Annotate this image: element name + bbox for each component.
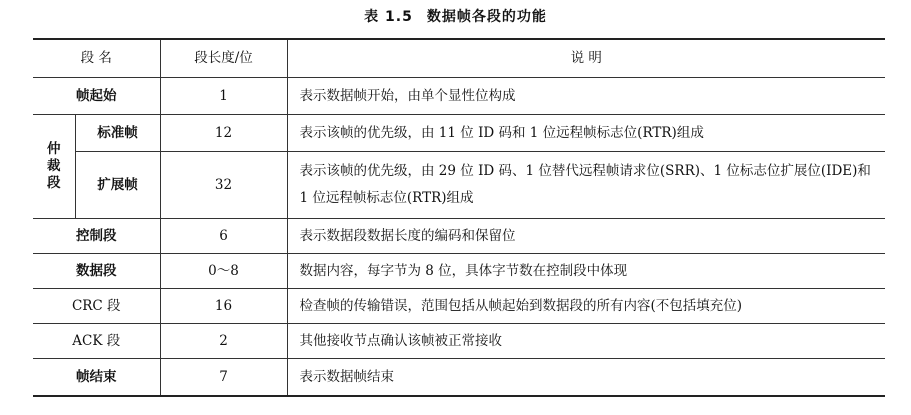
- segment-length: 1: [160, 78, 287, 115]
- table-row: [33, 289, 885, 324]
- header-description: 说 明: [287, 39, 885, 78]
- frame-segment-table: [33, 38, 885, 397]
- header-segment-name: 段 名: [33, 39, 160, 78]
- segment-length: 7: [160, 359, 287, 397]
- segment-description: 表示数据段数据长度的编码和保留位: [287, 219, 885, 254]
- segment-name: 控制段: [33, 219, 160, 254]
- segment-name: 标准帧: [75, 115, 160, 152]
- table-header-row: [33, 39, 885, 78]
- segment-description: 检查帧的传输错误，范围包括从帧起始到数据段的所有内容(不包括填充位): [287, 289, 885, 324]
- table-caption: [0, 6, 911, 26]
- arbitration-group-label: [33, 115, 75, 219]
- segment-name: ACK 段: [33, 324, 160, 359]
- table-row: [33, 78, 885, 115]
- segment-length: 16: [160, 289, 287, 324]
- table-row: [33, 324, 885, 359]
- table-row: [33, 254, 885, 289]
- segment-description: 表示该帧的优先级，由 11 位 ID 码和 1 位远程帧标志位(RTR)组成: [287, 115, 885, 152]
- header-segment-length: 段长度/位: [160, 39, 287, 78]
- table-number: 表 1.5: [364, 9, 413, 25]
- segment-description: 表示数据帧结束: [287, 359, 885, 397]
- segment-description: 其他接收节点确认该帧被正常接收: [287, 324, 885, 359]
- segment-name: 帧起始: [33, 78, 160, 115]
- segment-length: 0～8: [160, 254, 287, 289]
- segment-description: 表示该帧的优先级，由 29 位 ID 码、1 位替代远程帧请求位(SRR)、1 位标志位扩展位(IDE)和 1 位远程帧标志位(RTR)组成: [287, 152, 885, 219]
- segment-length: 12: [160, 115, 287, 152]
- segment-name: 扩展帧: [75, 152, 160, 219]
- table-row: [33, 359, 885, 397]
- segment-length: 2: [160, 324, 287, 359]
- table-row: [33, 115, 885, 152]
- table-row: [33, 219, 885, 254]
- segment-name: 数据段: [33, 254, 160, 289]
- segment-name: 帧结束: [33, 359, 160, 397]
- segment-description: 数据内容，每字节为 8 位，具体字节数在控制段中体现: [287, 254, 885, 289]
- segment-length: 32: [160, 152, 287, 219]
- segment-name: CRC 段: [33, 289, 160, 324]
- table-title: 数据帧各段的功能: [426, 9, 547, 25]
- segment-length: 6: [160, 219, 287, 254]
- arbitration-group-text: 仲 裁 段: [47, 141, 61, 191]
- table-row: [33, 152, 885, 219]
- segment-description: 表示数据帧开始，由单个显性位构成: [287, 78, 885, 115]
